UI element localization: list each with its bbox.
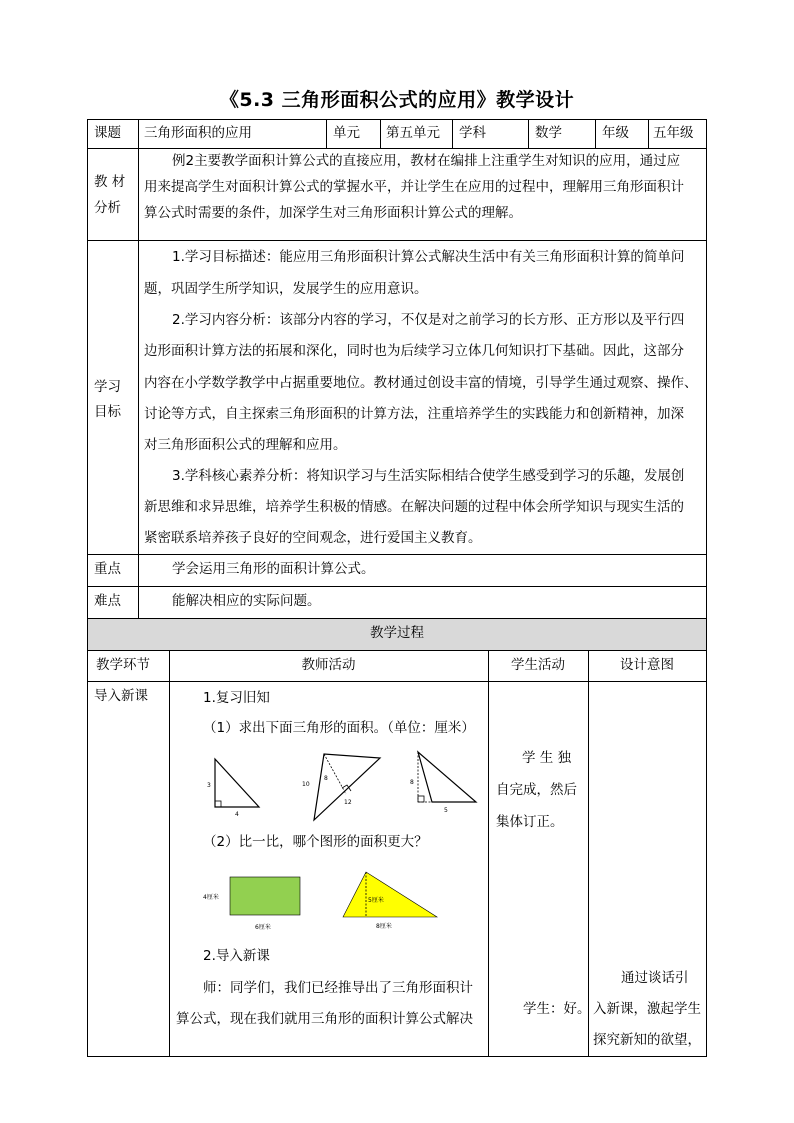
analysis-label-2: 分析 xyxy=(94,200,121,216)
difficulty-text: 能解决相应的实际问题。 xyxy=(172,593,321,609)
question-2: （2）比一比，哪个图形的面积更大？ xyxy=(203,834,428,850)
key-point-text: 学会运用三角形的面积计算公式。 xyxy=(172,561,375,577)
analysis-line: 用来提高学生对面积计算公式的掌握水平，并让学生在应用的过程中，理解用三角形面积计 xyxy=(144,179,684,195)
lesson-value: 三角形面积的应用 xyxy=(144,125,252,141)
subject-label: 学科 xyxy=(459,125,486,141)
triangle-2-base: 12 xyxy=(344,799,352,806)
page-title: 《5.3 三角形面积公式的应用》教学设计 xyxy=(219,89,575,111)
student-line: 集体订正。 xyxy=(496,814,564,830)
analysis-line: 例2主要教学面积计算公式的直接应用，教材在编排上注重学生对知识的应用，通过应 xyxy=(172,153,681,169)
objective-line: 2.学习内容分析：该部分内容的学习，不仅是对之前学习的长方形、正方形以及平行四 xyxy=(172,312,685,328)
intent-line: 入新课，激起学生 xyxy=(593,1001,701,1017)
student-line: 自完成，然后 xyxy=(496,782,577,798)
compare-rectangle xyxy=(200,875,310,935)
grade-label: 年级 xyxy=(602,125,629,141)
triangle-1-base: 4 xyxy=(235,811,239,818)
unit-label: 单元 xyxy=(333,125,360,141)
student-line: 学 生 独 xyxy=(522,750,572,766)
objective-line: 内容在小学数学教学中占据重要地位。教材通过创设丰富的情境，引导学生通过观察、操作、 xyxy=(144,375,698,391)
intent-line: 探究新知的欲望， xyxy=(593,1032,701,1048)
objective-line: 题，巩固学生所学知识，发展学生的应用意识。 xyxy=(144,281,428,297)
col-student-header: 学生活动 xyxy=(511,657,565,673)
triangle-1-height: 3 xyxy=(207,782,211,789)
triangle-2-height: 8 xyxy=(324,775,328,782)
right-angle-mark xyxy=(215,801,221,807)
analysis-line: 算公式时需要的条件，加深学生对三角形面积计算公式的理解。 xyxy=(144,205,522,221)
triangle-figure-1 xyxy=(205,755,267,817)
col-teacher-header: 教师活动 xyxy=(301,657,356,673)
triangle-base-label: 8厘米 xyxy=(376,923,392,930)
process-header: 教学过程 xyxy=(370,625,424,641)
unit-value: 第五单元 xyxy=(386,125,440,141)
triangle-2-shape xyxy=(314,754,380,820)
triangle-3-shape xyxy=(418,752,476,802)
rectangle-height: 4厘米 xyxy=(203,894,219,901)
objective-line: 1.学习目标描述：能应用三角形面积计算公式解决生活中有关三角形面积计算的简单问 xyxy=(172,249,685,265)
intent-line: 通过谈话引 xyxy=(621,970,689,986)
objectives-label-1: 学习 xyxy=(94,379,121,395)
intro-line: 师：同学们，我们已经推导出了三角形面积计 xyxy=(203,980,473,996)
triangle-3-base: 5 xyxy=(444,807,448,814)
green-rectangle xyxy=(230,877,300,915)
objectives-label-2: 目标 xyxy=(94,404,121,420)
yellow-triangle xyxy=(343,872,437,917)
right-angle-mark xyxy=(418,796,424,802)
triangle-3-height: 8 xyxy=(410,779,414,786)
col-intent-header: 设计意图 xyxy=(620,657,674,673)
difficulty-label: 难点 xyxy=(94,593,121,609)
triangle-figure-2 xyxy=(296,752,386,824)
objective-line: 3.学科核心素养分析：将知识学习与生活实际相结合使学生感受到学习的乐趣，发展创 xyxy=(172,468,685,484)
objective-line: 边形面积计算方法的拓展和深化，同时也为后续学习立体几何知识打下基础。因此，这部分 xyxy=(144,343,684,359)
triangle-figure-3 xyxy=(410,752,485,818)
question-1: （1）求出下面三角形的面积。（单位：厘米） xyxy=(203,720,475,736)
review-title: 1.复习旧知 xyxy=(203,690,270,706)
col-stage-header: 教学环节 xyxy=(96,657,150,673)
triangle-1-shape xyxy=(215,759,259,807)
compare-triangle xyxy=(340,870,445,934)
stage-name: 导入新课 xyxy=(94,688,148,704)
rectangle-width: 6厘米 xyxy=(255,924,271,931)
lesson-label: 课题 xyxy=(94,125,121,141)
objective-line: 紧密联系培养孩子良好的空间观念，进行爱国主义教育。 xyxy=(144,530,482,546)
grade-value: 五年级 xyxy=(653,125,694,141)
triangle-height-label: 5厘米 xyxy=(368,897,384,904)
key-point-label: 重点 xyxy=(94,561,121,577)
objective-line: 对三角形面积公式的理解和应用。 xyxy=(144,437,347,453)
subject-value: 数学 xyxy=(535,125,562,141)
objective-line: 新思维和求异思维，培养学生积极的情感。在解决问题的过程中体会所学知识与现实生活的 xyxy=(144,499,684,515)
intro-line: 算公式，现在我们就用三角形的面积计算公式解决 xyxy=(176,1011,473,1027)
intro-title: 2.导入新课 xyxy=(203,948,270,964)
objective-line: 讨论等方式，自主探索三角形面积的计算方法，注重培养学生的实践能力和创新精神，加深 xyxy=(144,406,684,422)
analysis-label-1: 教 材 xyxy=(94,174,126,190)
triangle-2-side: 10 xyxy=(302,781,310,788)
student-reply: 学生：好。 xyxy=(523,1001,591,1017)
